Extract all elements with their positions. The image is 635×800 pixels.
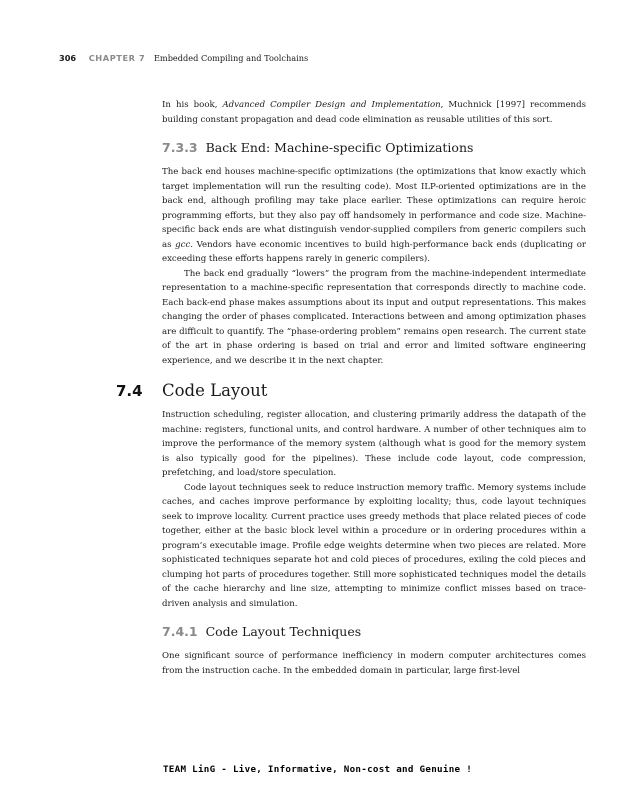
page-number: 306 [59, 53, 77, 63]
section-title: Code Layout [162, 381, 268, 400]
section-heading-7-4 [116, 380, 586, 402]
intro-text-after: , Muchnick [1997] recommends building constant propagation and dead code elimination as reusable utilities of this sort. [162, 100, 587, 125]
paragraph: The back end gradually “lowers” the program from the machine-independent intermediate representation to a machine-specific representation that corresponds directly to machine code. Each back-end phase makes assumptions about its input and output representations. This makes changing the order of phases complicated. Interactions between and among optimization phases are difficult to quantify. The “phase-ordering problem” remains open research. The current state of the art in phase ordering is based on trial and error and limited software engineering experience, and we describe it in the next chapter. [162, 268, 586, 366]
running-title: Embedded Compiling and Toolchains [153, 53, 309, 63]
intro-text-before: In his book, [162, 100, 223, 110]
subsection-title: Back End: Machine-specific Optimizations [205, 140, 474, 155]
footer-watermark: TEAM LinG - Live, Informative, Non-cost and Genuine ! [162, 764, 473, 775]
paragraph-text: . Vendors have economic incentives to build high-performance back ends (duplicating or exceeding these efforts happens rarely in generic compilers). [162, 239, 587, 264]
subsection-number: 7.3.3 [162, 140, 198, 155]
page-body [116, 98, 587, 678]
paragraph: One significant source of performance inefficiency in modern computer architectures comes from the instruction cache. In the embedded domain in particular, large first-level [162, 651, 586, 676]
paragraph-text: The back end houses machine-specific optimizations (the optimizations that know exactly which target implementation will run the resulting code). Most ILP-oriented optimizations are in the back end, although profiling may take place earlier. These optimizations can require heroic programming efforts, but they also pay off handsomely in performance and code size. Machine-specific back ends are what distinguish vendor-supplied compilers from generic compilers such as [162, 167, 586, 250]
subsection-title: Code Layout Techniques [205, 624, 362, 639]
subsection-number: 7.4.1 [162, 624, 198, 639]
section-number: 7.4 [116, 382, 143, 400]
paragraph [162, 165, 586, 267]
subsection-heading-7-3-3 [162, 139, 586, 157]
subsection-heading-7-4-1 [162, 623, 586, 641]
book-title: Advanced Compiler Design and Implementation [222, 100, 441, 110]
paragraph: Instruction scheduling, register allocation, and clustering primarily address the datapath of the machine: registers, functional units, and control hardware. A number of other techniques aim to improve the performance of the memory system (although what is good for the memory system is also typically good for the pipelines). These include code layout, code compression, prefetching, and load/store speculation. [162, 410, 586, 478]
gcc-term: gcc [175, 239, 191, 250]
running-head [59, 53, 308, 63]
paragraph: Code layout techniques seek to reduce instruction memory traffic. Memory systems include caches, and caches improve performance by exploiting locality; thus, code layout techniques seek to improve locality. Current practice uses greedy methods that place related pieces of code together, either at the basic block level within a procedure or in ordering procedures within a program’s executable image. Profile edge weights determine when two pieces are related. More sophisticated techniques separate hot and cold pieces of procedures, exiling the cold pieces and clumping hot parts of procedures together. Still more sophisticated techniques model the details of the cache hierarchy and line size, attempting to minimize conflict misses based on trace-driven analysis and simulation. [162, 482, 586, 609]
intro-paragraph [162, 98, 586, 127]
chapter-label: CHAPTER 7 [88, 53, 146, 63]
